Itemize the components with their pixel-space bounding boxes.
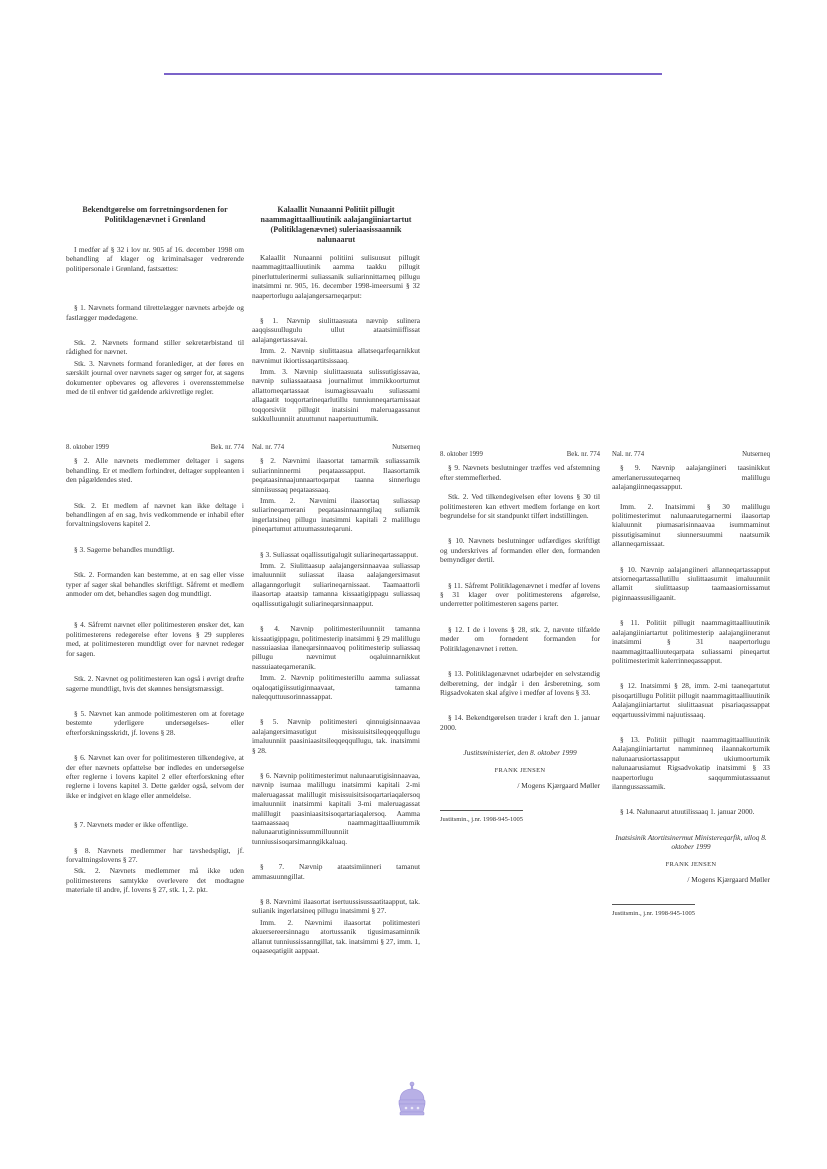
paragraph: § 13. Politiklagenævnet udarbejder en selvstændig delberetning, der indgår i den årsberetning, som Rigsadvokaten skal afgive i medfør af lovens § 33.	[440, 669, 600, 697]
page2-greenlandic-column-right	[612, 450, 770, 919]
paragraph: § 7. Nævnets møder er ikke offentlige.	[74, 820, 188, 830]
signatory-secondary: / Mogens Kjærgaard Møller	[687, 875, 770, 884]
paragraph: § 8. Nævnimi ilaasortat isertuussisussaatitaapput, tak. sulianik ingerlatsineq pillugu inatsimmi § 27.	[252, 897, 420, 916]
paragraph: Imm. 2. Nævnip siulittaasua allatseqarfeqarnikkut nævnimut ikiortissaqartitsissaaq.	[252, 346, 420, 365]
signatory-secondary: / Mogens Kjærgaard Møller	[517, 780, 600, 790]
page-header	[252, 443, 420, 452]
paragraph: Kalaallit Nunaanni politiini sulisuusut pillugit naammagittaalliuutinik aamma taakku pillugit pinerluttulerinermi suliassanik suliarinnittarneq pillugu inatsimmi nr. 905, 16. december 1998-imeersumi § 32 naapertorlugu aalajangersarneqarput:	[252, 253, 420, 300]
paragraph: § 12. Inatsimmi § 28, imm. 2-mi taaneqartutut pisoqartillugu Politiit pillugit naammagittaalliuutinik Aalajangiiniartartut siulittaasuat pisariaqassappat eqqartuussivimmi najuutissaaq.	[612, 681, 770, 719]
paragraph: § 14. Nalunaarut atuutilissaaq 1. januar 2000.	[620, 807, 755, 817]
page-header	[440, 450, 600, 459]
page1-greenlandic-title: Kalaallit Nunaanni Politiit pillugit naammagittaalliuutinik aalajangiiniartartut (Politiklagenævnet) suleriaasissaannik nalunaarut	[260, 205, 412, 244]
paragraph: Imm. 2. Nævnimi ilaasortat politimesteri akuersereersinnagu atortussanik tigusimasaminnik allanut tunniussissanngillat, tak. inatsimmi § 27, imm. 1, oqaaseqatigiit aappaat.	[252, 917, 420, 956]
paragraph: § 6. Nævnip politimesterimut nalunaarutigisinnaavaa, nævnip isumaa malillugu inatsimmi kapitali 2-mi maleruagassat malillugit misissuisitsisoqartariaqalersoq imaluunniit inatsimmi kapitali 3-mi maleruagassat malillugit paasiniaasitsisoqartariaqalersoq. Aamma taamaassaaq naammagittaalliuummik nalunaarutiginnissummilluunniit tunniussisoqarsimanngikkaluaq.	[252, 770, 420, 846]
ministry-line: Inatsisinik Atortitsinermut Ministereqarfik, ulloq 8. oktober 1999	[615, 832, 767, 852]
paragraph: § 3. Sagerne behandles mundtligt.	[74, 544, 175, 554]
paragraph: Stk. 2. Formanden kan bestemme, at en sag eller visse typer af sager skal behandles skriftligt. Såfremt et medlem anmoder om det, behandles sagen dog mundtligt.	[66, 570, 244, 599]
paragraph: Imm. 2. Siulittaasup aalajangersinnaavaa suliassap imaluunniit suliassat ilaasa aalajangersimasut allaganngorlugit suliarineqarnissaat. Taamaattorli ilaasortap ataatsip tamanna kissaatigippagu suliassaq oqallissutigalugit suliarineqarsinnaapput.	[252, 561, 420, 608]
page-header	[612, 450, 770, 459]
paragraph: § 9. Nævnets beslutninger træffes ved afstemning efter stemmeflerhed.	[440, 463, 600, 482]
paragraph: Stk. 3. Nævnets formand foranlediger, at der føres en særskilt journal over nævnets sager og sørger for, at sagens dokumenter opbevares og afleveres i overensstemmelse med de til enhver tid gældende arkivretlige regler.	[66, 358, 244, 397]
paragraph: § 7. Nævnip ataatsimiinneri tamanut ammasuunngillat.	[252, 862, 420, 881]
paragraph: § 5. Nævnip politimesteri qinnuigisinnaavaa aalajangersimasutigut misissuisitsileqqeqqullugu imaluunniit paasiniaasitsileqqeqqullugu, tak. inatsimmi § 28.	[252, 717, 420, 755]
paragraph: Stk. 2. Ved tilkendegivelsen efter lovens § 30 til politimesteren kan ethvert medlem forlange en kort begrundelse for sit standpunkt tilført indstillingen.	[440, 492, 600, 521]
paragraph: Stk. 2. Nævnet og politimesteren kan også i øvrigt drøfte sagerne mundtligt, hvis det skønnes hensigtsmæssigt.	[66, 674, 244, 693]
paragraph: § 6. Nævnet kan over for politimesteren tilkendegive, at der efter nævnets opfattelse bør indledes en undersøgelse efter reglerne i lovens kapitel 2 eller efterforskning efter reglerne i lovens kapitel 3. Dette gælder også, selvom der ikke er indgivet en klage eller anmeldelse.	[66, 753, 244, 800]
paragraph: § 8. Nævnets medlemmer har tavshedspligt, jf. forvaltningslovens § 27.	[66, 845, 244, 864]
paragraph: I medfør af § 32 i lov nr. 905 af 16. december 1998 om behandling af klager og kriminalsager vedrørende politipersonale i Grønland, fastsættes:	[66, 245, 244, 273]
paragraph: § 14. Bekendtgørelsen træder i kraft den 1. januar 2000.	[440, 713, 600, 732]
paragraph: Imm. 2. Nævnimi ilaasortaq suliassap suliarineqarnerani peqataasinnaanngilaq suliamik ingerlatsineq pillugu inatsimmi kapitali 2 malillugu pineqartumut attuumassuteqaruni.	[252, 496, 420, 534]
paragraph: Imm. 3. Nævnip siulittaasuata sulissutigissavaa, nævnip suliassaataasa journalimut immikkoortumut allattorneqartassaat isumagissavaalu suliassami allagaatit toqqortarineqarlutillu tunniunneqartarnissaat toqqorsiviit pillugit inatsisini maleruagassanut sukkulluunniit atuuttunut naapertuuttumik.	[252, 367, 420, 424]
paragraph: § 1. Nævnip siulittaasuata nævnip sulinera aaqqissuullugulu ullut ataatsimiiffissat aalajangertassavai.	[252, 316, 420, 344]
page2-greenlandic-column	[252, 443, 420, 971]
header-nutserneq: Nutserneq	[742, 451, 770, 458]
top-rule	[164, 73, 662, 75]
paragraph: § 1. Nævnets formand tilrettelægger nævnets arbejde og fastlægger mødedagene.	[66, 303, 244, 322]
signatory-name: FRANK JENSEN	[494, 766, 546, 774]
paragraph: § 9. Nævnip aalajangiineri taasinikkut amerlanerussuteqarneq malillugu aalajangiinneqassapput.	[612, 463, 770, 492]
paragraph: § 2. Nævnimi ilaasortat tamarmik suliassamik suliarinninnermi peqataassapput. Ilaasortamik peqataasinnaajunnaartoqarpat taanna sinnerlugu sinniisussaq peqataassaaq.	[252, 456, 420, 494]
signatory-name: FRANK JENSEN	[665, 860, 717, 868]
header-nal: Nal. nr. 774	[612, 451, 645, 458]
paragraph: § 13. Politiit pillugit naammagittaalliuutinik Aalajangiiniartartut namminneq ilaannakortumik nalunaarusiortassapput ukiumoortumik nalunaarusiamut Rigsadvokatip inatsimmi § 33 naapertorlugu saqqummiutassaanut ilanngussassamik.	[612, 734, 770, 791]
paragraph: § 3. Suliassat oqallissutigalugit suliarineqartassapput.	[260, 549, 419, 559]
page1-danish-column	[66, 205, 244, 412]
header-nal: Nal. nr. 774	[252, 444, 285, 451]
header-date: 8. oktober 1999	[66, 444, 109, 451]
paragraph: Imm. 2. Inatsimmi § 30 malillugu politimesterimut nalunaarutegarnermi ilaasortap kialuunnit piumasarisinnaavaa isummaminut pissutigisaminut siunnersuummi naatsumik allanneqarnissaat.	[612, 501, 770, 549]
ministry-line: Justitsministeriet, den 8. oktober 1999	[463, 748, 577, 758]
paragraph: Stk. 2. Et medlem af nævnet kan ikke deltage i behandlingen af en sag, hvis vedkommende er inhabil efter forvaltningslovens kapitel 2.	[66, 500, 244, 529]
page2-danish-column-right	[440, 450, 600, 825]
paragraph: § 12. I de i lovens § 28, stk. 2, nævnte tilfælde møder om fornødent formanden for Politiklagenævnet i retten.	[440, 624, 600, 653]
header-number: Bek. nr. 774	[566, 451, 600, 458]
header-nutserneq: Nutserneq	[392, 444, 420, 451]
royal-crown-icon	[392, 1080, 432, 1120]
paragraph: Stk. 2. Nævnets medlemmer må ikke uden politimesterens samtykke overlevere det modtagne materiale til andre, jf. lovens § 27, stk. 1, 2. pkt.	[66, 866, 244, 895]
paragraph: Imm. 2. Nævnip politimesterillu aamma suliassat oqaloqatigiissutiginnaavaat, tamanna naleqquttuusorinnassappat.	[252, 673, 420, 701]
paragraph: § 11. Politiit pillugit naammagittaalliuutinik aalajangiiniartartut politimesterip aalajangiineranut inatsimmi § 31 naapertorlugu naammagittaalliuuteqarpata suliassami pineqartut politimesterimit kalerrinneqassapput.	[612, 618, 770, 665]
page1-danish-title: Bekendtgørelse om forretningsordenen for Politiklagenævnet i Grønland	[82, 205, 228, 224]
header-date: 8. oktober 1999	[440, 451, 483, 458]
paragraph: § 10. Nævnets beslutninger udfærdiges skriftligt og underskrives af formanden eller den, formanden bemyndiger dertil.	[440, 536, 600, 565]
page2-danish-column	[66, 443, 244, 911]
journal-number: Justitsmin., j.nr. 1998-945-1005	[440, 810, 523, 824]
paragraph: Stk. 2. Nævnets formand stiller sekretærbistand til rådighed for nævnet.	[66, 338, 244, 357]
page1-greenlandic-column	[252, 205, 420, 440]
page-header	[66, 443, 244, 452]
header-number: Bek. nr. 774	[210, 444, 244, 451]
paragraph: § 4. Såfremt nævnet eller politimesteren ønsker det, kan politimesterens redegørelse efter lovens § 29 suppleres med, at politimesteren mundtligt over for nævnet redegør for sagen.	[66, 620, 244, 658]
paragraph: § 5. Nævnet kan anmode politimesteren om at foretage bestemte yderligere undersøgelses- eller efterforskningsskridt, jf. lovens § 28.	[66, 708, 244, 737]
paragraph: § 4. Nævnip politimesteriluunniit tamanna kissaatigippagu, politimesterip inatsimmi § 29 malillugu nassuiaasiaa ilaneqarsinnaavoq politimesterip suliassaq pillugu nævnimut oqaluinnarnikkut nassuiaateqarneranik.	[252, 624, 420, 671]
paragraph: § 11. Såfremt Politiklagenævnet i medfør af lovens § 31 klager over politimesterens afgørelse, underretter politimesteren sagens parter.	[440, 580, 600, 609]
paragraph: § 2. Alle nævnets medlemmer deltager i sagens behandling. Er et medlem forhindret, deltager suppleanten i den pågældendes sted.	[66, 456, 244, 485]
paragraph: § 10. Nævnip aalajangiineri allanneqartassapput atsiorneqartassallutillu siulittaasumit imaluunniit allamit siulittaasup taamaasiornissamut piginnaassusiligaanit.	[612, 564, 770, 602]
journal-number: Justitsmin., j.nr. 1998-945-1005	[612, 904, 695, 918]
